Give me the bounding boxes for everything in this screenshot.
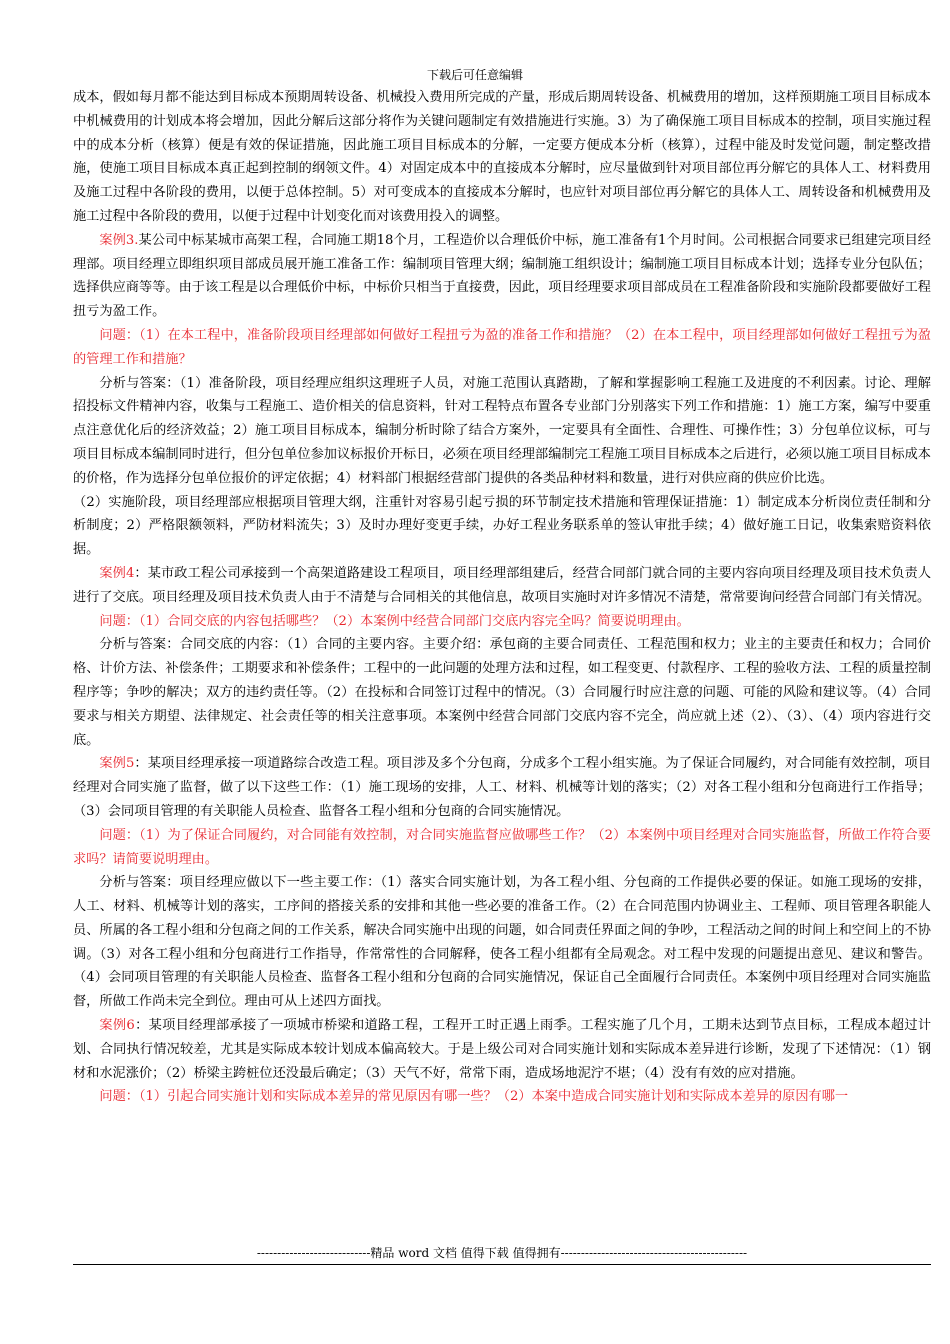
answer-text: 分析与答案：（1）准备阶段，项目经理应组织这理班子人员，对施工范围认真踏勘，了解和掌握影响工程施工及进度的不利因素。讨论、理解招投标文件精神内容，收集与工程施工、造价相关的信息资料，针对工程特点布置各专业部门分别落实下列工作和措施：1）施工方案，编写中要重点注意优化后的经济效益；2）施工项目目标成本，编制分析时除了结合方案外，一定要具有全面性、合理性、可操作性；3）分包单位议标，可与项目目标成本编制同时进行，但分包单位参加议标报价开标日，必须在项目经理部编制完工程施工项目目标成本之后进行，必须以施工项目目标成本的价格，作为选择分包单位报价的评定依据；4）材料部门根据经营部门提供的各类品种材料和数量，进行对供应商的供应价比选。 (73, 375, 931, 486)
paragraph-text: 成本，假如每月都不能达到目标成本预期周转设备、机械投入费用所完成的产量，形成后期周转设备、机械费用的增加，这样预期施工项目目标成本中机械费用的计划成本将会增加，因此分解后这部分将作为关键问题制定有效措施进行实施。3）为了确保施工项目目标成本的控制，项目实施过程中的成本分析（核算）便是有效的保证措施，因此施工项目目标成本的分解，一定要方便成本分析（核算），过程中能及时发觉问题，制定整改措施，使施工项目目标成本真正起到控制的纲领文件。4）对固定成本中的直接成本分解时，应尽量做到针对项目部位再分解它的具体人工、材料费用及施工过程中各阶段的费用，以便于总体控制。5）对可变成本的直接成本分解时，也应针对项目部位再分解它的具体人工、周转设备和机械费用及施工过程中各阶段的费用，以便于过程中计划变化而对该费用投入的调整。 (73, 90, 931, 224)
question-label: 问题： (99, 1089, 139, 1105)
document-body (73, 86, 931, 1109)
paragraph-cost-decomposition (73, 86, 931, 229)
answer-case-4 (73, 633, 931, 752)
case-3 (73, 229, 931, 324)
question-case-3 (73, 324, 931, 372)
case-label: 案例3. (99, 232, 139, 248)
page-header: 下载后可任意编辑 (426, 68, 523, 82)
answer-case-3-part-1 (73, 372, 931, 491)
answer-case-3-part-2 (73, 491, 931, 562)
case-label: 案例6 (99, 1018, 135, 1034)
answer-text: 分析与答案：项目经理应做以下一些主要工作：（1）落实合同实施计划，为各工程小组、分包商的工作提供必要的保证。如施工现场的安排，人工、材料、机械等计划的落实，工序间的搭接关系的安排和其他一些必要的准备工作。（2）在合同范围内协调业主、工程师、项目管理各职能人员、所属的各工程小组和分包商之间的工作关系，解决合同实施中出现的问题，如合同责任界面之间的争吵，工程活动之间的时间上和空间上的不协调。（3）对各工程小组和分包商进行工作指导，作常常性的合同解释，使各工程小组都有全局观念。对工程中发现的问题提出意见、建议和警告。（4）会同项目管理的有关职能人员检查、监督各工程小组和分包商的合同实施情况，保证自己全面履行合同责任。本案例中项目经理对合同实施监督，所做工作尚未完全到位。理由可从上述四方面找。 (73, 875, 931, 1010)
question-text: （1）为了保证合同履约，对合同能有效控制，对合同实施监督应做哪些工作？（2）本案例中项目经理对合同实施监督，所做工作符合要求吗？请简要说明理由。 (73, 827, 931, 867)
answer-case-5 (73, 871, 931, 1014)
footer-divider (73, 1264, 931, 1265)
question-case-6 (73, 1085, 931, 1109)
question-case-4 (73, 610, 931, 634)
answer-text: （2）实施阶段，项目经理部应根据项目管理大纲，注重针对容易引起亏损的环节制定技术措施和管理保证措施：1）制定成本分析岗位责任制和分析制度；2）严格限额领料，严防材料流失；3）及时办理好变更手续，办好工程业务联系单的签认审批手续；4）做好施工日记，收集索赔资料依据。 (73, 494, 931, 558)
case-5 (73, 752, 931, 823)
case-6 (73, 1014, 931, 1085)
answer-text: 分析与答案：合同交底的内容：（1）合同的主要内容。主要介绍：承包商的主要合同责任、工程范围和权力；业主的主要责任和权力；合同价格、计价方法、补偿条件；工期要求和补偿条件；工程中的一此问题的处理方法和过程，如工程变更、付款程序、工程的验收方法、工程的质量控制程序等；争吵的解决；双方的违约责任等。（2）在投标和合同签订过程中的情况。（3）合同履行时应注意的问题、可能的风险和建议等。（4）合同要求与相关方期望、法律规定、社会责任等的相关注意事项。本案例中经营合同部门交底内容不完全，尚应就上述（2）、（3）、（4）项内容进行交底。 (73, 637, 931, 748)
case-4 (73, 562, 931, 610)
question-text: （1）引起合同实施计划和实际成本差异的常见原因有哪一些？（2）本案中造成合同实施计划和实际成本差异的原因有哪一 (138, 1089, 849, 1105)
question-text: （1）合同交底的内容包括哪些？（2）本案例中经营合同部门交底内容完全吗？简要说明理由。 (138, 613, 690, 629)
question-label: 问题： (99, 327, 140, 343)
case-label: 案例4 (99, 565, 135, 581)
question-text: （1）在本工程中，准备阶段项目经理部如何做好工程扭亏为盈的准备工作和措施？（2）在本工程中，项目经理部如何做好工程扭亏为盈的管理工作和措施？ (73, 327, 931, 367)
question-label: 问题： (99, 613, 139, 629)
case-label: 案例5 (99, 756, 135, 772)
question-case-5 (73, 824, 931, 872)
case-text: ：某市政工程公司承接到一个高架道路建设工程项目，项目经理部组建后，经营合同部门就合同的主要内容向项目经理及项目技术负责人进行了交底。项目经理及项目技术负责人由于不清楚与合同相关的其他信息，故项目实施时对许多情况不清楚，常常要询问经营合同部门有关情况。 (73, 565, 932, 605)
case-text: ：某项目经理承接一项道路综合改造工程。项目涉及多个分包商，分成多个工程小组实施。为了保证合同履约，对合同能有效控制，项目经理对合同实施了监督，做了以下这些工作：（1）施工现场的安排，人工、材料、机械等计划的落实；（2）对各工程小组和分包商进行工作指导；（3）会同项目管理的有关职能人员检查、监督各工程小组和分包商的合同实施情况。 (73, 756, 932, 819)
question-label: 问题： (99, 827, 140, 843)
case-text: 某公司中标某城市高架工程，合同施工期18个月，工程造价以合理低价中标，施工准备有1个月时间。公司根据合同要求已组建完项目经理部。项目经理立即组织项目部成员展开施工准备工作：编制项目管理大纲；编制施工组织设计；编制施工项目目标成本计划；选择专业分包队伍；选择供应商等等。由于该工程是以合理低价中标，中标价只相当于直接费，因此，项目经理要求项目部成员在工程准备阶段和实施阶段都要做好工程扭亏为盈工作。 (73, 232, 931, 320)
case-text: ：某项目经理部承接了一项城市桥梁和道路工程，工程开工时正遇上雨季。工程实施了几个月，工期未达到节点目标，工程成本超过计划、合同执行情况较差，尤其是实际成本较计划成本偏高较大。于是上级公司对合同实施计划和实际成本差异进行诊断，发现了下述情况：（1）钢材和水泥涨价；（2）桥梁主跨桩位还没最后确定；（3）天气不好，常常下雨，造成场地泥泞不堪；（4）没有有效的应对措施。 (73, 1018, 932, 1081)
page-footer: ----------------------------精品 word 文档 值得下载 值得拥有---------------------------------------------- (256, 1246, 748, 1260)
